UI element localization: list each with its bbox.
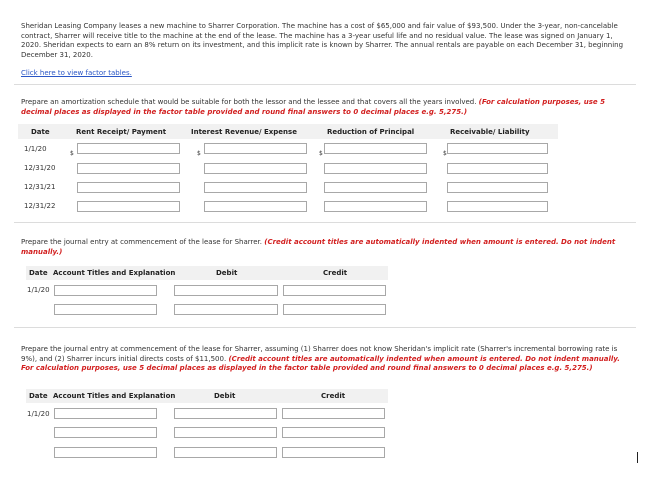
col-interest: Interest Revenue/ Expense	[191, 128, 297, 136]
receivable-input[interactable]	[447, 201, 548, 212]
account-title-input[interactable]	[54, 285, 157, 296]
row-date: 12/31/22	[24, 202, 56, 210]
problem-text: Sheridan Leasing Company leases a new machine to Sharrer Corporation. The machine has a cost of $65,000 and fair value of $93,500. Under the 3-year, non-cancelable contract, Sharrer will receive title to the machine at the end of the lease. The machine has a 3-year useful life and no residual value. The lease was signed on January 1, 2020. Sheridan expects to earn an 8% return on its investment, and this implicit rate is known by Sharrer. The annual rentals are payable on each December 31, beginning December 31, 2020.	[21, 22, 624, 59]
row-date: 12/31/21	[24, 183, 56, 191]
reduction-input[interactable]	[324, 201, 427, 212]
interest-input[interactable]	[204, 201, 307, 212]
journal2-col-date: Date	[29, 392, 48, 400]
debit-input[interactable]	[174, 304, 278, 315]
factor-tables-link[interactable]: Click here to view factor tables.	[21, 69, 132, 77]
divider	[14, 327, 636, 328]
journal2-col-credit: Credit	[321, 392, 346, 400]
debit-input[interactable]	[174, 427, 277, 438]
part3-instruction	[21, 345, 633, 374]
journal2-col-debit: Debit	[214, 392, 236, 400]
interest-input[interactable]	[204, 182, 307, 193]
currency-sign: $	[70, 150, 74, 157]
part2-instruction	[21, 238, 633, 257]
text-cursor	[637, 452, 638, 463]
reduction-input[interactable]	[324, 143, 427, 154]
row-date: 1/1/20	[24, 145, 47, 153]
debit-input[interactable]	[174, 408, 277, 419]
part3-instruction-text: Prepare the journal entry at commencement of the lease for Sharrer, assuming (1) Sharrer does not know Sheridan's implicit rate (Sharrer's incremental borrowing rate is 9%), and (2) Sharrer incurs initial directs costs of $11,500.	[21, 345, 618, 363]
credit-input[interactable]	[283, 285, 386, 296]
reduction-input[interactable]	[324, 182, 427, 193]
journal2-date: 1/1/20	[27, 410, 50, 418]
account-title-input[interactable]	[54, 447, 157, 458]
credit-input[interactable]	[282, 408, 385, 419]
part1-instruction	[21, 98, 633, 117]
receivable-input[interactable]	[447, 163, 548, 174]
part2-note: (Credit account titles are automatically indented when amount is entered. Do not indent manually.)	[21, 238, 616, 256]
account-title-input[interactable]	[54, 427, 157, 438]
interest-input[interactable]	[204, 163, 307, 174]
account-title-input[interactable]	[54, 408, 157, 419]
col-date: Date	[31, 128, 50, 136]
currency-sign: $	[197, 150, 201, 157]
debit-input[interactable]	[174, 285, 278, 296]
col-reduction: Reduction of Principal	[327, 128, 415, 136]
rent-input[interactable]	[77, 201, 180, 212]
currency-sign: $	[443, 150, 447, 157]
rent-input[interactable]	[77, 163, 180, 174]
divider	[14, 84, 636, 85]
credit-input[interactable]	[283, 304, 386, 315]
interest-input[interactable]	[204, 143, 307, 154]
col-rent: Rent Receipt/ Payment	[76, 128, 167, 136]
journal2-col-account: Account Titles and Explanation	[53, 392, 176, 400]
part1-instruction-text: Prepare an amortization schedule that would be suitable for both the lessor and the lessee and that covers all the years involved.	[21, 98, 477, 106]
rent-input[interactable]	[77, 143, 180, 154]
journal1-col-credit: Credit	[323, 269, 348, 277]
receivable-input[interactable]	[447, 143, 548, 154]
credit-input[interactable]	[282, 447, 385, 458]
part3-note: (Credit account titles are automatically indented when amount is entered. Do not indent manually. For calculation purposes, use 5 decimal places as displayed in the factor table provided and round final answers to 0 decimal places e.g. 5,275.)	[21, 354, 620, 373]
part1-note: (For calculation purposes, use 5 decimal places as displayed in the factor table provided and round final answers to 0 decimal places e.g. 5,275.)	[21, 98, 605, 116]
debit-input[interactable]	[174, 447, 277, 458]
divider	[14, 222, 636, 223]
currency-sign: $	[319, 150, 323, 157]
row-date: 12/31/20	[24, 164, 56, 172]
journal1-date: 1/1/20	[27, 286, 50, 294]
journal1-col-debit: Debit	[216, 269, 238, 277]
receivable-input[interactable]	[447, 182, 548, 193]
journal1-col-account: Account Titles and Explanation	[53, 269, 176, 277]
journal1-col-date: Date	[29, 269, 48, 277]
part2-instruction-text: Prepare the journal entry at commencement of the lease for Sharrer.	[21, 238, 263, 246]
account-title-input[interactable]	[54, 304, 157, 315]
reduction-input[interactable]	[324, 163, 427, 174]
credit-input[interactable]	[282, 427, 385, 438]
rent-input[interactable]	[77, 182, 180, 193]
col-receivable: Receivable/ Liability	[450, 128, 530, 136]
